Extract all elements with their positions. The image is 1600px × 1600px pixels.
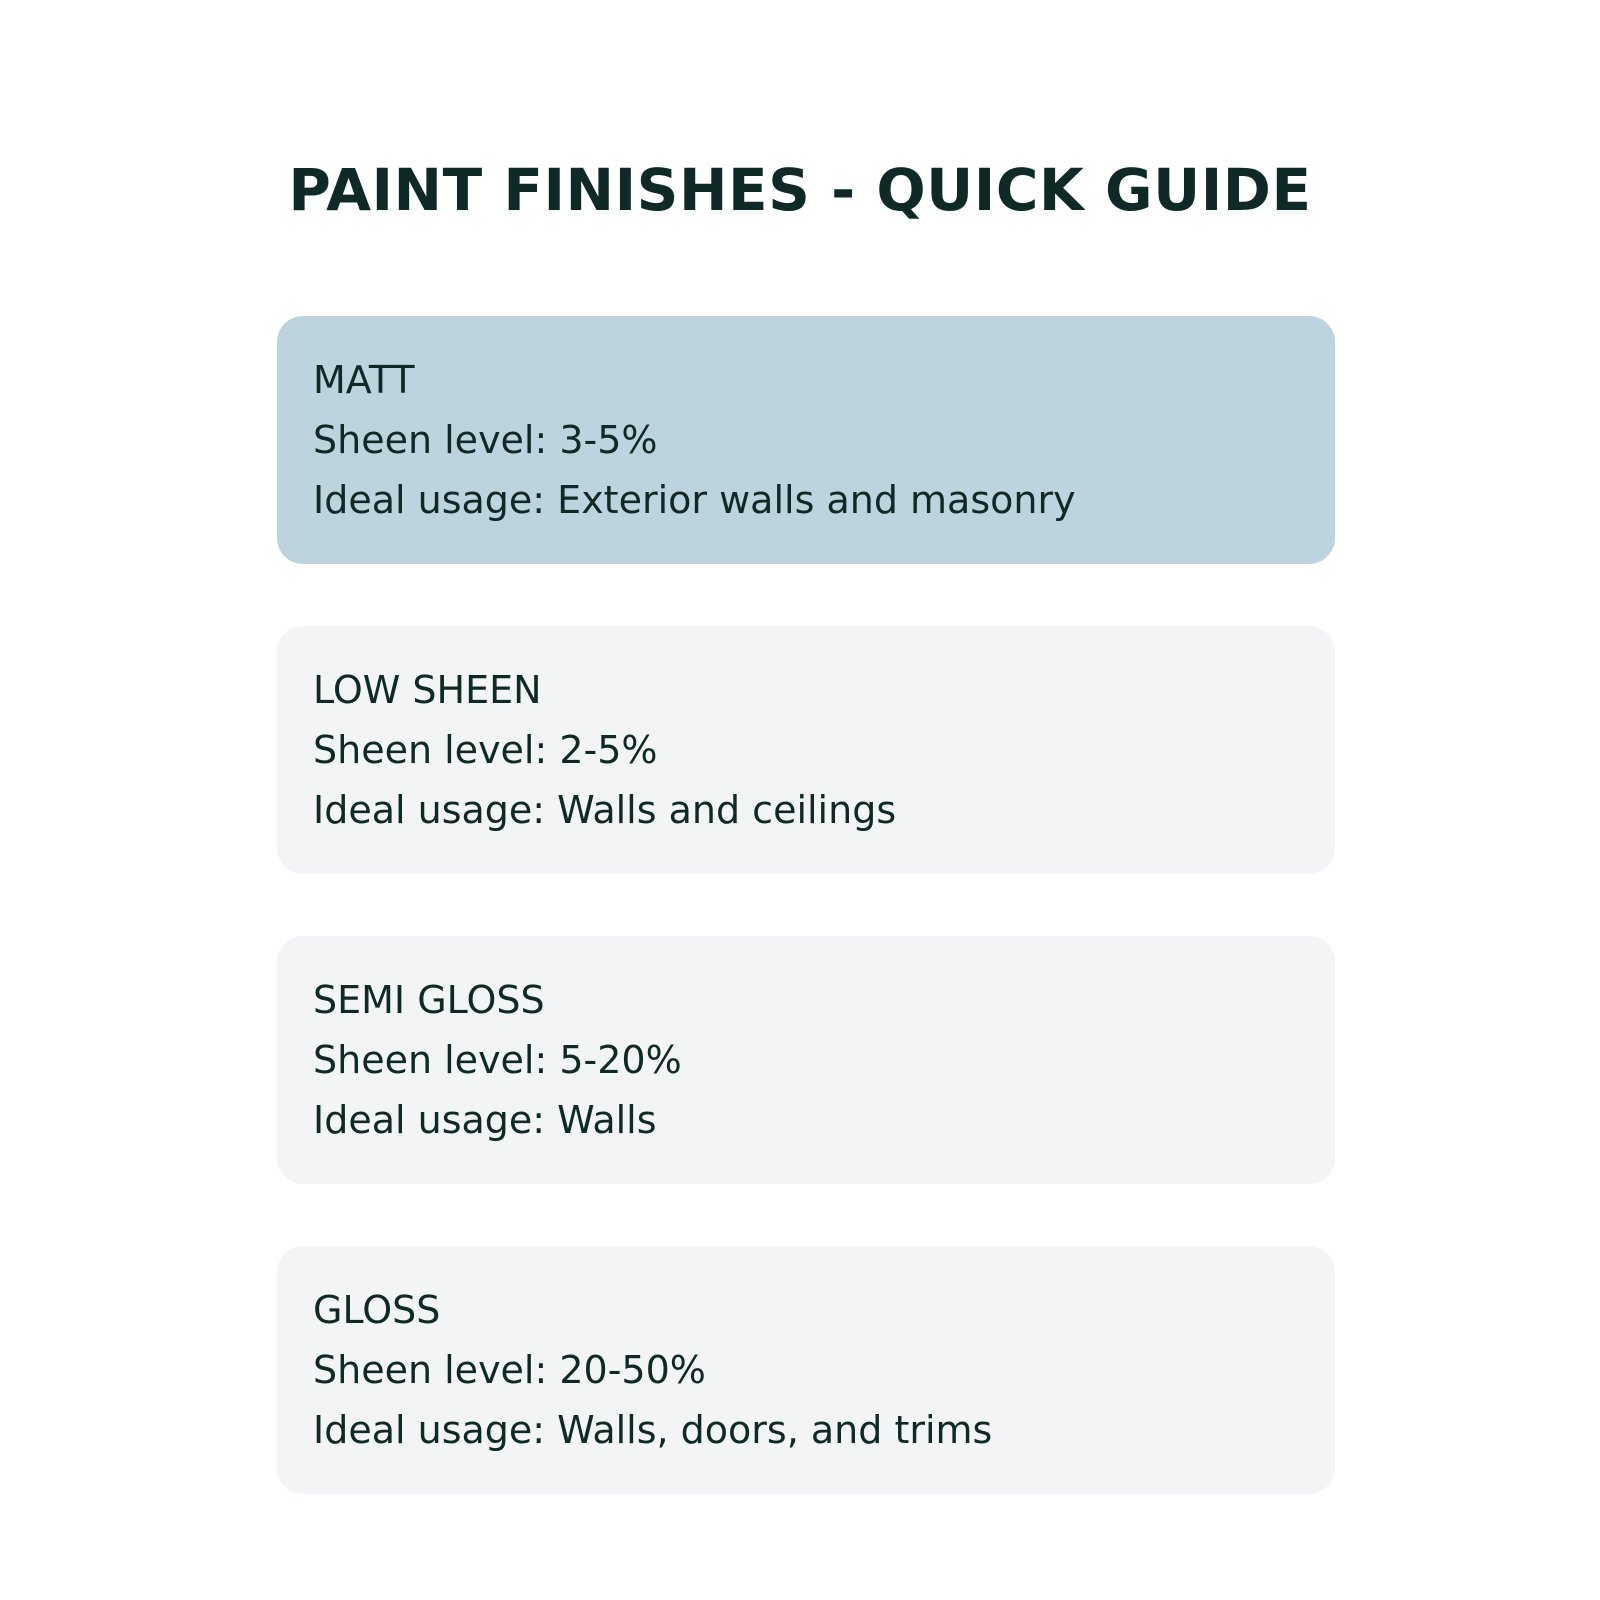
finish-card-matt <box>277 316 1335 564</box>
finish-name: LOW SHEEN <box>313 668 542 712</box>
finish-ideal-usage: Ideal usage: Walls <box>313 1098 657 1142</box>
finish-ideal-usage: Ideal usage: Exterior walls and masonry <box>313 478 1076 522</box>
finish-ideal-usage: Ideal usage: Walls and ceilings <box>313 788 897 832</box>
finish-card-low-sheen <box>277 626 1335 874</box>
finish-name: SEMI GLOSS <box>313 978 545 1022</box>
finish-card-semi-gloss <box>277 936 1335 1184</box>
page-title: PAINT FINISHES - QUICK GUIDE <box>288 156 1312 224</box>
finish-name: MATT <box>313 358 415 402</box>
finish-card-gloss <box>277 1246 1335 1494</box>
finish-sheen-level: Sheen level: 2-5% <box>313 728 658 772</box>
finish-name: GLOSS <box>313 1288 441 1332</box>
finish-sheen-level: Sheen level: 3-5% <box>313 418 658 462</box>
finish-sheen-level: Sheen level: 20-50% <box>313 1348 706 1392</box>
finish-sheen-level: Sheen level: 5-20% <box>313 1038 682 1082</box>
finish-ideal-usage: Ideal usage: Walls, doors, and trims <box>313 1408 993 1452</box>
